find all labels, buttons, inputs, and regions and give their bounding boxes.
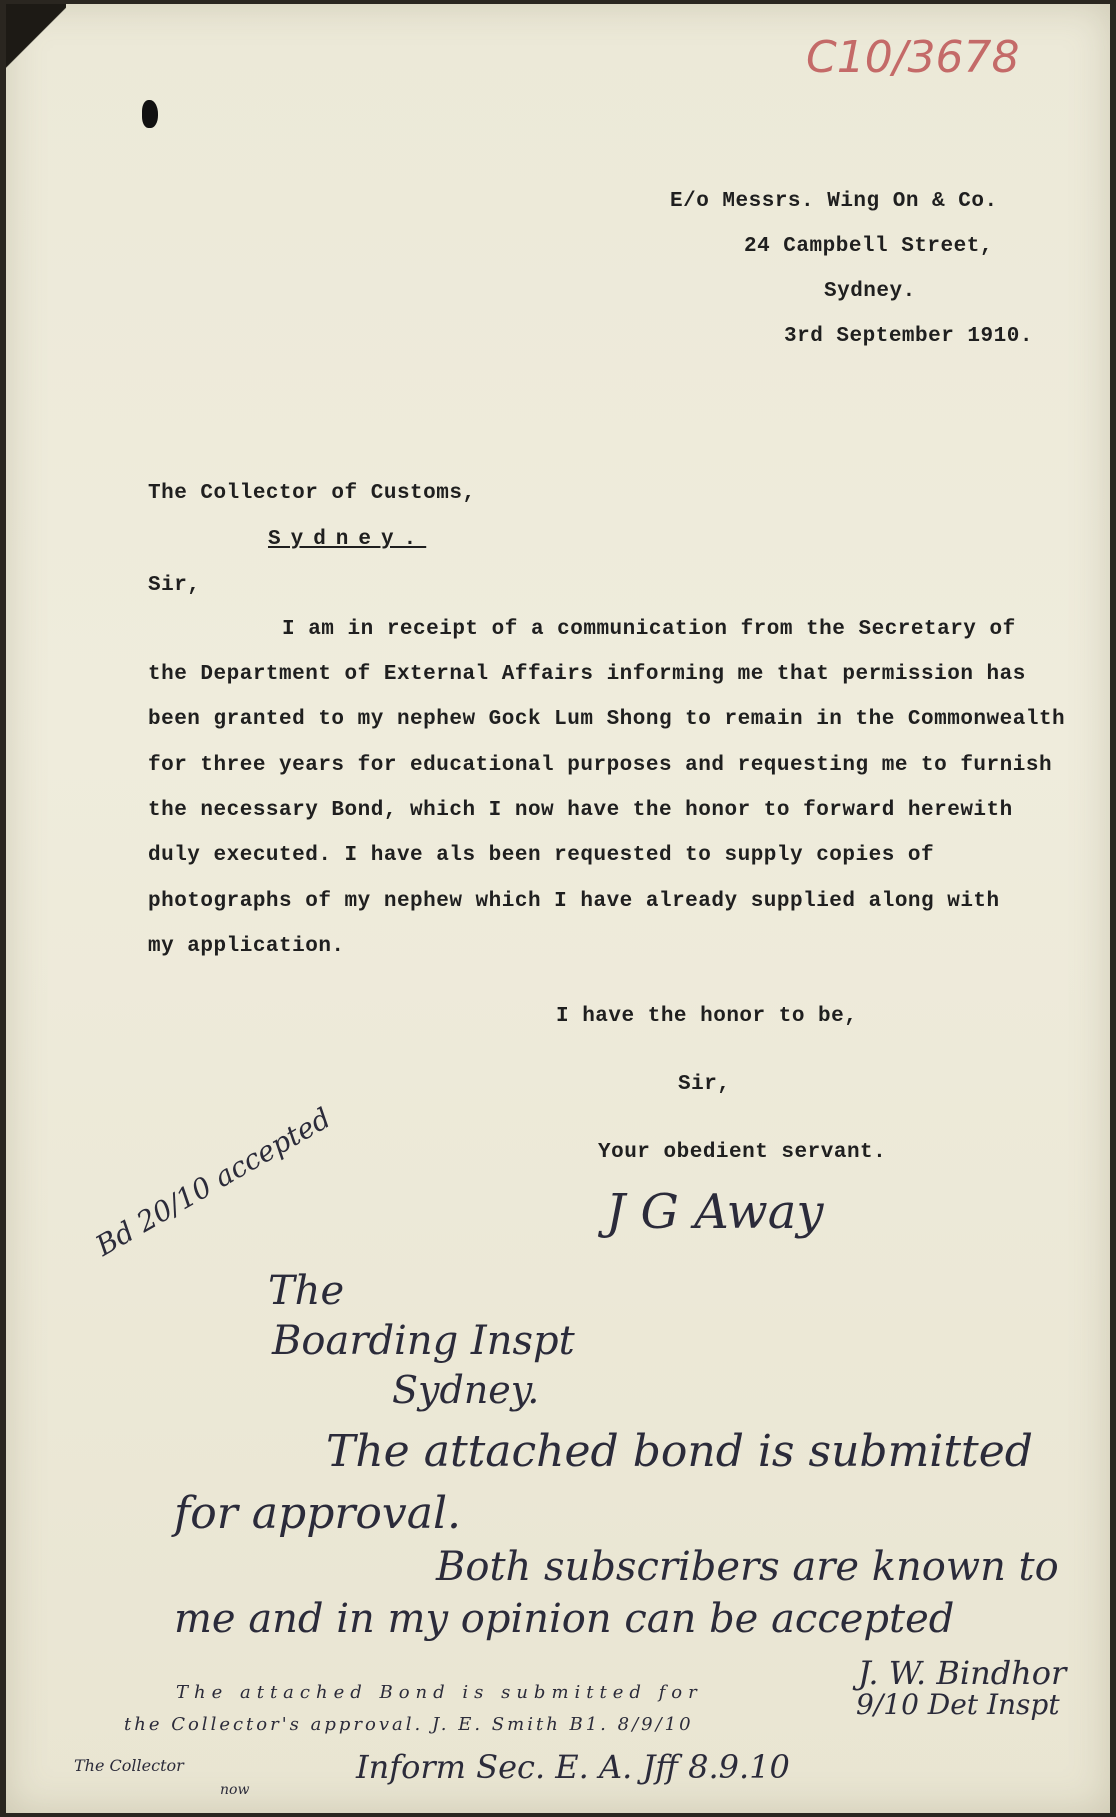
- footer-collector: The Collector: [74, 1756, 184, 1775]
- footer-now: now: [220, 1782, 250, 1798]
- letter-date: 3rd September 1910.: [784, 325, 1033, 348]
- footer-inform-note: Inform Sec. E. A. Jff 8.9.10: [356, 1748, 790, 1786]
- reference-number: C10/3678: [806, 32, 1020, 83]
- salutation: Sir,: [148, 574, 201, 597]
- memo-signature: J. W. Bindhor: [858, 1654, 1067, 1692]
- memo-line5: for approval.: [174, 1488, 462, 1539]
- sender-address-line1: E/o Messrs. Wing On & Co.: [670, 190, 998, 213]
- sender-address-line2: 24 Campbell Street,: [744, 235, 993, 258]
- body-line-7: photographs of my nephew which I have already supplied along with: [148, 890, 1000, 913]
- closing-line3: Your obedient servant.: [598, 1141, 887, 1164]
- memo-signature-date: 9/10 Det Inspt: [856, 1688, 1060, 1721]
- letter-sheet: [6, 4, 1110, 1813]
- sender-address-line3: Sydney.: [824, 280, 916, 303]
- body-line-3: been granted to my nephew Gock Lum Shong to remain in the Commonwealth: [148, 708, 1066, 731]
- footer-note-line1: The attached Bond is submitted for: [176, 1682, 703, 1703]
- recipient-line1: The Collector of Customs,: [148, 482, 476, 505]
- body-line-4: for three years for educational purposes and requesting me to furnish: [148, 754, 1053, 777]
- memo-line6: Both subscribers are known to: [436, 1544, 1059, 1590]
- memo-line2: Boarding Inspt: [272, 1318, 575, 1364]
- footer-note-line2: the Collector's approval. J. E. Smith B1. 8/9/10: [124, 1714, 694, 1735]
- body-line-2: the Department of External Affairs informing me that permission has: [148, 663, 1026, 686]
- signature: J G Away: [606, 1184, 824, 1240]
- margin-note: Bd 20/10 accepted: [90, 1101, 337, 1263]
- memo-line3: Sydney.: [392, 1368, 540, 1412]
- body-line-5: the necessary Bond, which I now have the honor to forward herewith: [148, 799, 1013, 822]
- closing-line1: I have the honor to be,: [556, 1005, 858, 1028]
- memo-line7: me and in my opinion can be accepted: [174, 1596, 955, 1642]
- body-line-8: my application.: [148, 935, 345, 958]
- memo-line4: The attached bond is submitted: [326, 1426, 1033, 1477]
- recipient-line2: Sydney.: [268, 528, 427, 551]
- body-line-6: duly executed. I have als been requested to supply copies of: [148, 844, 935, 867]
- punch-hole: [142, 100, 158, 128]
- body-line-1: I am in receipt of a communication from the Secretary of: [282, 618, 1016, 641]
- closing-line2: Sir,: [678, 1073, 731, 1096]
- memo-line1: The: [268, 1268, 345, 1314]
